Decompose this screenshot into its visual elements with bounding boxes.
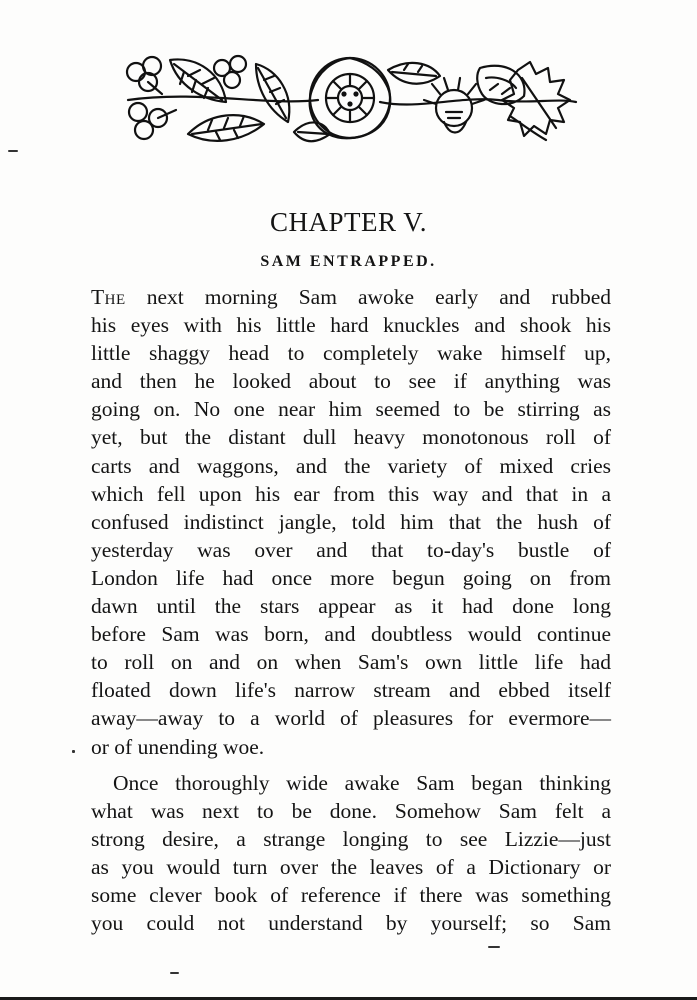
- text-line-remainder: next morning Sam awoke early and rubbed: [125, 285, 611, 309]
- text-line: as you would turn over the leaves of a Dictionary or: [91, 854, 611, 879]
- page-speck: [8, 150, 18, 152]
- text-line: yet, but the distant dull heavy monotonous roll of: [91, 425, 611, 450]
- text-line: little shaggy head to completely wake himself up,: [91, 341, 611, 366]
- leaf-icon: [388, 63, 440, 84]
- floral-headpiece-ornament: [118, 50, 578, 148]
- page-speck: [488, 946, 500, 948]
- leaf-icon: [188, 115, 264, 141]
- text-line: going on. No one near him seemed to be stirring as: [91, 397, 611, 422]
- text-line: and then he looked about to see if anything was: [91, 369, 611, 394]
- chapter-subtitle: SAM ENTRAPPED.: [260, 253, 437, 270]
- tudor-rose-icon: [310, 58, 391, 138]
- text-line: carts and waggons, and the variety of mixed cries: [91, 453, 611, 478]
- text-line: confused indistinct jangle, told him that the hush of: [91, 509, 611, 534]
- text-line: Once thoroughly wide awake Sam began thinking: [113, 770, 611, 795]
- text-line: which fell upon his ear from this way and that in a: [91, 481, 611, 506]
- text-line: or of unending woe.: [91, 734, 265, 759]
- text-line: yesterday was over and that to-day's bustle of: [91, 537, 611, 562]
- shamrock-icon: [129, 103, 176, 139]
- body-text: [91, 283, 611, 937]
- text-line: strong desire, a strange longing to see Lizzie—just: [91, 826, 611, 851]
- drop-word: The: [91, 285, 126, 309]
- thistle-icon: [424, 78, 484, 133]
- text-line: to roll on and on when Sam's own little life had: [91, 650, 611, 675]
- text-line: what was next to be done. Somehow Sam felt a: [91, 798, 611, 823]
- text-line: floated down life's narrow stream and ebbed itself: [91, 678, 611, 703]
- text-line: away—away to a world of pleasures for evermore—: [91, 706, 611, 731]
- text-line: some clever book of reference if there was something: [91, 882, 611, 907]
- chapter-title: CHAPTER V.: [269, 207, 428, 237]
- text-line: dawn until the stars appear as it had done long: [91, 594, 611, 619]
- text-line: his eyes with his little hard knuckles and shook his: [91, 313, 611, 338]
- shamrock-icon: [127, 57, 162, 94]
- text-line: before Sam was born, and doubtless would continue: [91, 622, 611, 647]
- page-speck: [170, 972, 179, 974]
- holly-leaf-icon: [502, 62, 570, 136]
- text-line: [91, 283, 611, 311]
- text-line: you could not understand by yourself; so Sam: [91, 911, 611, 936]
- text-line: London life had once more begun going on from: [91, 565, 611, 590]
- leaf-icon: [256, 64, 289, 122]
- page-speck: [72, 750, 75, 753]
